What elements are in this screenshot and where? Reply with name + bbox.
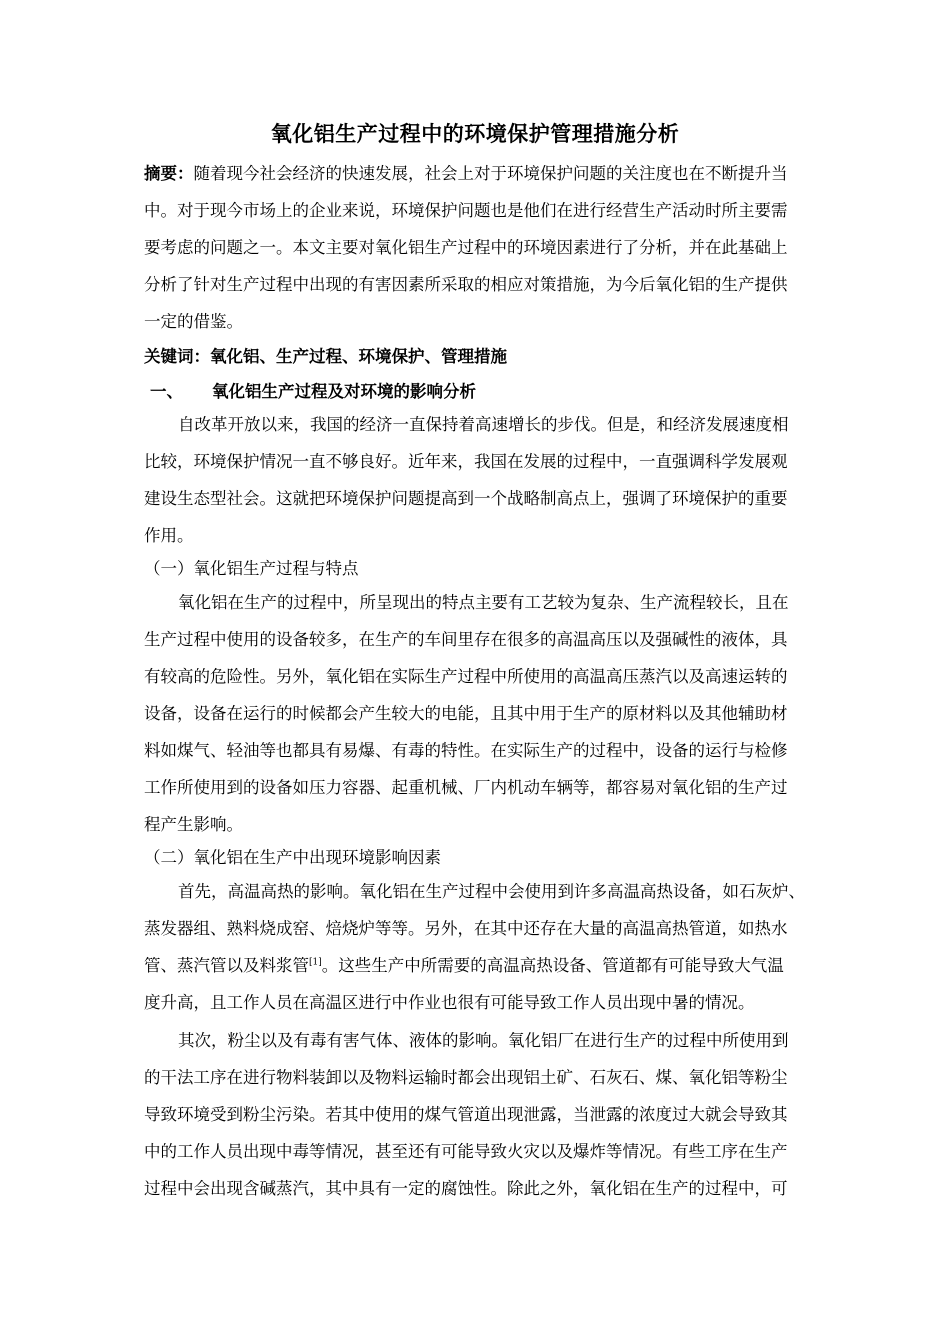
- paragraph-line: 生产过程中使用的设备较多，在生产的车间里存在很多的高温高压以及强碱性的液体，具: [144, 630, 788, 649]
- paragraph-line: 自改革开放以来，我国的经济一直保持着高速增长的步伐。但是，和经济发展速度相: [178, 415, 789, 434]
- paragraph-line: 导致环境受到粉尘污染。若其中使用的煤气管道出现泄露，当泄露的浓度过大就会导致其: [144, 1105, 788, 1124]
- document-title: 氧化铝生产过程中的环境保护管理措施分析: [270, 121, 680, 146]
- abstract-line: [144, 163, 824, 185]
- paragraph-line: 蒸发器组、熟料烧成窑、焙烧炉等等。另外，在其中还存在大量的高温高热管道，如热水: [144, 919, 788, 938]
- abstract-text: 随着现今社会经济的快速发展，社会上对于环境保护问题的关注度也在不断提升当: [193, 164, 788, 183]
- paragraph-line: 的干法工序在进行物料装卸以及物料运输时都会出现铝土矿、石灰石、煤、氧化铝等粉尘: [144, 1068, 788, 1087]
- section-heading: 氧化铝生产过程及对环境的影响分析: [212, 382, 476, 401]
- citation-ref: [1]: [309, 957, 322, 968]
- paragraph-line: 首先，高温高热的影响。氧化铝在生产过程中会使用到许多高温高热设备，如石灰炉、: [178, 882, 805, 901]
- section-heading-number: 一、: [150, 382, 183, 401]
- abstract-line: 中。对于现今市场上的企业来说，环境保护问题也是他们在进行经营生产活动时所主要需: [144, 201, 788, 220]
- abstract-label: 摘要：: [144, 164, 194, 183]
- paragraph-text: 。这些生产中所需要的高温高热设备、管道都有可能导致大气温: [321, 956, 784, 975]
- subsection-heading: （二）氧化铝在生产中出现环境影响因素: [144, 848, 441, 867]
- paragraph-line: 比较，环境保护情况一直不够良好。近年来，我国在发展的过程中，一直强调科学发展观: [144, 452, 788, 471]
- paragraph-line: 设备，设备在运行的时候都会产生较大的电能，且其中用于生产的原材料以及其他辅助材: [144, 704, 788, 723]
- paragraph-line: 其次，粉尘以及有毒有害气体、液体的影响。氧化铝厂在进行生产的过程中所使用到: [178, 1031, 789, 1050]
- paragraph-text: 管、蒸汽管以及料浆管: [144, 956, 309, 975]
- paragraph-line: 建设生态型社会。这就把环境保护问题提高到一个战略制高点上，强调了环境保护的重要: [144, 489, 788, 508]
- abstract-line: 一定的借鉴。: [144, 312, 243, 331]
- abstract-line: 分析了针对生产过程中出现的有害因素所采取的相应对策措施，为今后氧化铝的生产提供: [144, 275, 788, 294]
- paragraph-line: 作用。: [144, 526, 194, 545]
- paragraph-line: 中的工作人员出现中毒等情况，甚至还有可能导致火灾以及爆炸等情况。有些工序在生产: [144, 1142, 788, 1161]
- abstract-line: 要考虑的问题之一。本文主要对氧化铝生产过程中的环境因素进行了分析，并在此基础上: [144, 238, 788, 257]
- paragraph-line: 料如煤气、轻油等也都具有易爆、有毒的特性。在实际生产的过程中，设备的运行与检修: [144, 741, 788, 760]
- keywords: 关键词：氧化铝、生产过程、环境保护、管理措施: [144, 347, 507, 366]
- paragraph-line: 有较高的危险性。另外，氧化铝在实际生产过程中所使用的高温高压蒸汽以及高速运转的: [144, 667, 788, 686]
- paragraph-line: 过程中会出现含碱蒸汽，其中具有一定的腐蚀性。除此之外，氧化铝在生产的过程中，可: [144, 1179, 788, 1198]
- paragraph-line: 工作所使用到的设备如压力容器、起重机械、厂内机动车辆等，都容易对氧化铝的生产过: [144, 778, 788, 797]
- paragraph-line: 程产生影响。: [144, 815, 243, 834]
- paragraph-line: 氧化铝在生产的过程中，所呈现出的特点主要有工艺较为复杂、生产流程较长，且在: [178, 593, 789, 612]
- subsection-heading: （一）氧化铝生产过程与特点: [144, 559, 359, 578]
- paragraph-line: 度升高，且工作人员在高温区进行中作业也很有可能导致工作人员出现中暑的情况。: [144, 993, 755, 1012]
- paragraph-line: [144, 955, 824, 977]
